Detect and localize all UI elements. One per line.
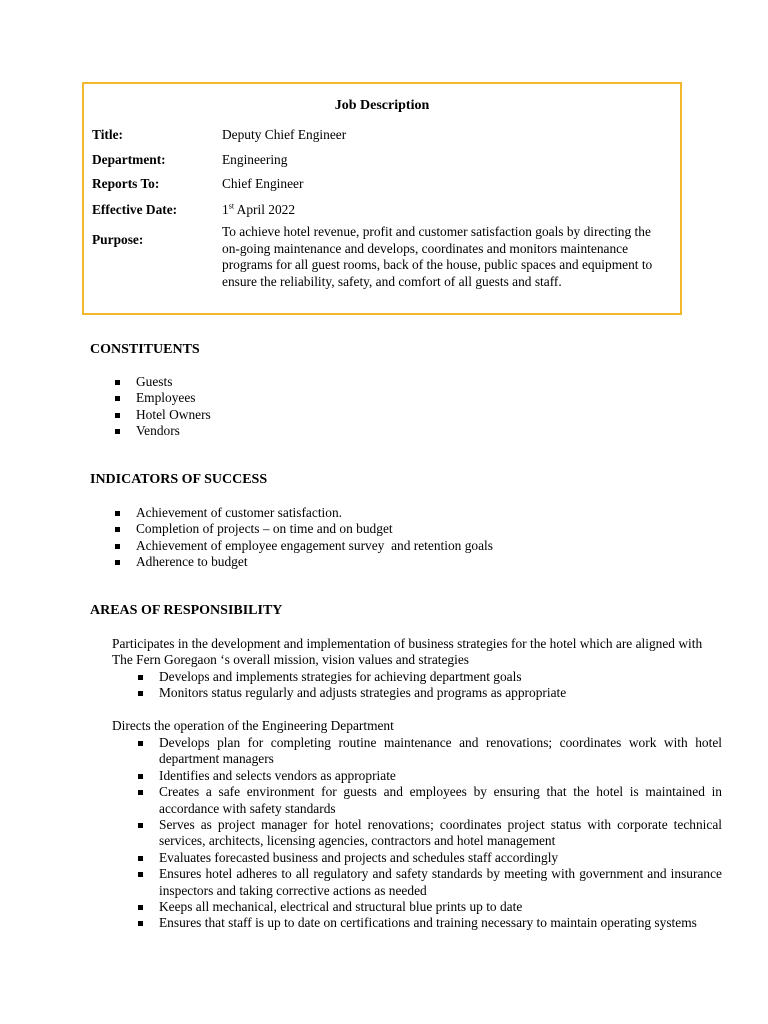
title-label: Title: — [92, 127, 123, 142]
list-item: Guests — [112, 374, 211, 390]
document-title: Job Description — [334, 98, 430, 113]
reports-to-label: Reports To: — [92, 176, 160, 191]
department-label: Department: — [92, 152, 166, 167]
list-item: Creates a safe environment for guests and employees by ensuring that the hotel is maintained in accordance with safety standards — [135, 784, 722, 817]
responsibility-list-2 — [135, 735, 722, 932]
effective-date-suffix: st — [228, 201, 235, 211]
purpose-label: Purpose: — [92, 232, 144, 247]
indicators-list — [112, 505, 493, 571]
list-item: Ensures hotel adheres to all regulatory and safety standards by meeting with government and insurance inspectors and taking corrective actions as needed — [135, 866, 722, 899]
constituents-list — [112, 374, 211, 440]
list-item: Identifies and selects vendors as appropriate — [135, 768, 722, 784]
constituents-heading: CONSTITUENTS — [90, 342, 200, 357]
effective-date-label: Effective Date: — [92, 202, 178, 217]
list-item: Vendors — [112, 423, 211, 439]
department-value: Engineering — [222, 152, 288, 167]
list-item: Monitors status regularly and adjusts strategies and programs as appropriate — [135, 685, 722, 701]
effective-date-rest: April 2022 — [234, 202, 296, 217]
list-item: Achievement of customer satisfaction. — [112, 505, 493, 521]
responsibility-list-1 — [135, 669, 722, 702]
list-item: Employees — [112, 390, 211, 406]
list-item: Hotel Owners — [112, 407, 211, 423]
list-item: Ensures that staff is up to date on certifications and training necessary to maintain operating systems — [135, 915, 722, 931]
effective-date-value — [222, 202, 295, 218]
effective-date-day: 1 — [222, 202, 229, 217]
list-item: Achievement of employee engagement survey and retention goals — [112, 538, 493, 554]
purpose-text: To achieve hotel revenue, profit and customer satisfaction goals by directing the on-going maintenance and develops, coordinates and monitors maintenance programs for all guest rooms, back of the house, public spaces and equipment to ensure the reliability, safety, and comfort of all guests and staff. — [222, 224, 653, 289]
title-value: Deputy Chief Engineer — [222, 127, 347, 142]
list-item: Serves as project manager for hotel renovations; coordinates project status with corporate technical services, architects, licensing agencies, contractors and hotel management — [135, 817, 722, 850]
reports-to-value: Chief Engineer — [222, 176, 304, 191]
responsibility-intro-1: Participates in the development and implementation of business strategies for the hotel which are aligned with The Fern Goregaon ‘s overall mission, vision values and strategies — [112, 636, 703, 668]
list-item: Develops plan for completing routine maintenance and renovations; coordinates work with hotel department managers — [135, 735, 722, 768]
list-item: Evaluates forecasted business and projects and schedules staff accordingly — [135, 850, 722, 866]
list-item: Adherence to budget — [112, 554, 493, 570]
list-item: Completion of projects – on time and on budget — [112, 521, 493, 537]
list-item: Develops and implements strategies for achieving department goals — [135, 669, 722, 685]
indicators-heading: INDICATORS OF SUCCESS — [90, 472, 268, 487]
responsibility-intro-2: Directs the operation of the Engineering Department — [112, 718, 394, 733]
responsibility-heading: AREAS OF RESPONSIBILITY — [90, 603, 283, 618]
job-description-box — [82, 82, 682, 315]
list-item: Keeps all mechanical, electrical and structural blue prints up to date — [135, 899, 722, 915]
